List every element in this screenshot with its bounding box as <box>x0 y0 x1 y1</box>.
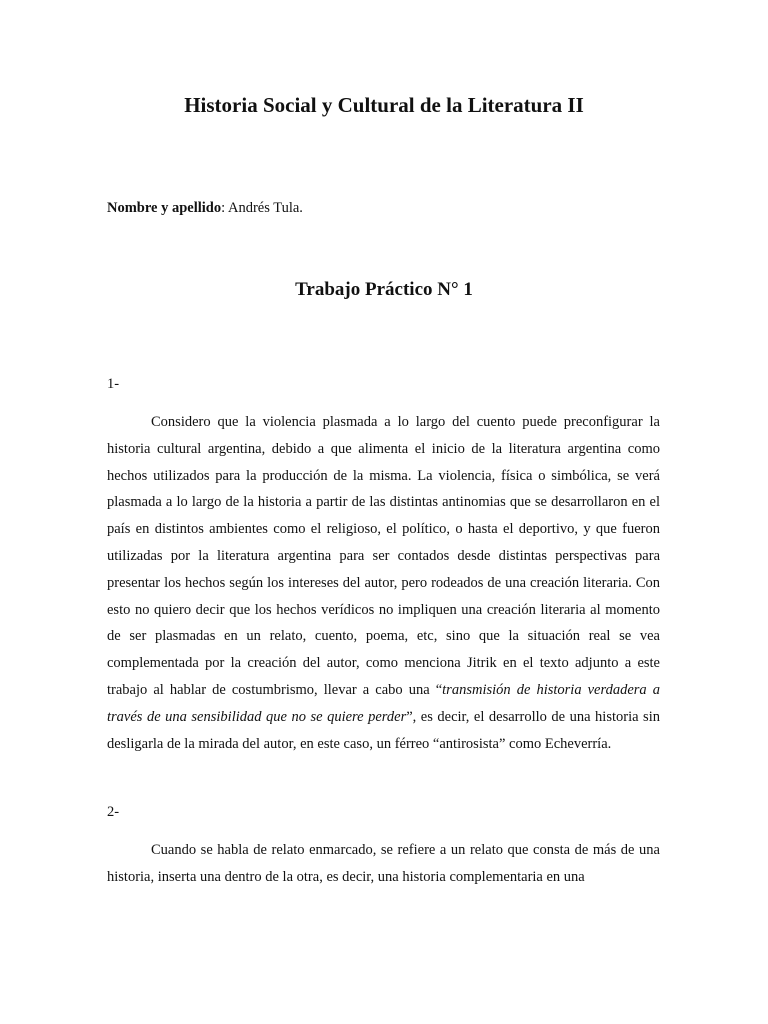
paragraph-text: ”, es decir, el desarrollo de una historia sin desligarla de la mirada del autor, en este caso, un férreo “antirosista” como Echeverría. <box>107 708 660 752</box>
document-title: Historia Social y Cultural de la Literatura II <box>184 93 584 117</box>
name-value: Andrés Tula. <box>227 200 303 216</box>
section-paragraph-2: Cuando se habla de relato enmarcado, se refiere a un relato que consta de más de una historia, inserta una dentro de la otra, es decir, una historia complementaria en una <box>107 842 660 885</box>
name-label: Nombre y apellido <box>107 200 222 216</box>
section-paragraph-1 <box>107 409 660 757</box>
quoted-text: transmisión de historia verdadera a través de una sensibilidad que no se quiere perder <box>107 681 660 725</box>
paragraph-text: Considero que la violencia plasmada a lo largo del cuento puede preconfigurar la historia cultural argentina, debido a que alimenta el inicio de la literatura argentina como hechos utilizados para la producción de la misma. La violencia, física o simbólica, se verá plasmada a lo largo de la historia a partir de las distintas antinomias que se desarrollaron en el país en distintos ambientes como el religioso, el político, o hasta el deportivo, y que fueron utilizadas por la literatura argentina para ser contados desde distintas perspectivas para presentar los hechos según los intereses del autor, pero rodeados de una creación literaria. Con esto no quiero decir que los hechos verídicos no impliquen una creación literaria al momento de ser plasmadas en un relato, cuento, poema, etc, sino que la situación real se vea complementada por la creación del autor, como menciona Jitrik en el texto adjunto a este trabajo al hablar de costumbrismo, llevar a cabo una “ <box>107 414 660 698</box>
section-number-2: 2- <box>107 804 120 820</box>
name-separator: : <box>221 200 228 216</box>
section-number-1: 1- <box>107 376 120 392</box>
assignment-title: Trabajo Práctico N° 1 <box>295 279 473 300</box>
student-name-line <box>107 197 303 219</box>
